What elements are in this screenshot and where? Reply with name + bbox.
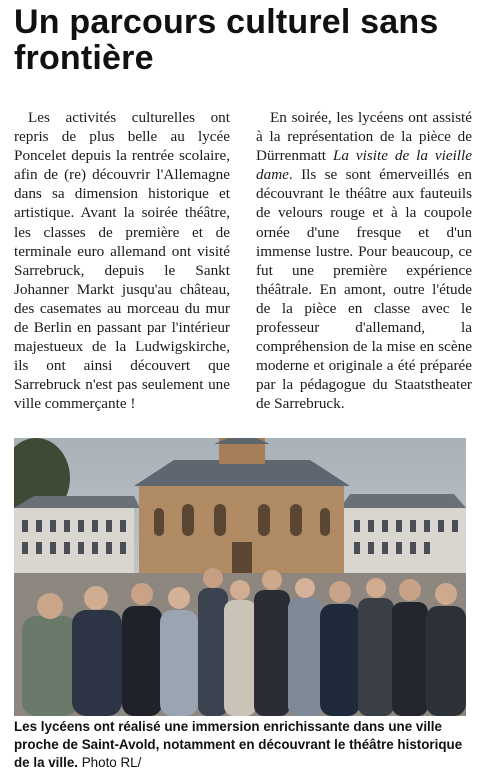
play-title: La visite de la vieille dame (256, 147, 472, 184)
paragraph-2-start: En soirée, les lycéens ont assisté à la représentation de la pièce de Dürrenmatt (256, 109, 472, 165)
headline: Un parcours culturel sans frontière (14, 3, 439, 77)
article-column-1 (14, 108, 230, 414)
photo-credit: Photo RL/ (81, 755, 142, 770)
article-column-2 (256, 108, 472, 414)
photo-illustration (14, 438, 466, 716)
paragraph-2 (256, 108, 472, 414)
paragraph-2-end: . Ils se sont émerveillés en découvrant le théâtre aux fauteuils de velours rouge et à la coupole ornée d'une fresque et d'un immense lustre. Pour beaucoup, ce fut une première expérience théâtrale. En amont, outre l'étude de la pièce en classe avec le professeur d'allemand, la compréhension de la mise en scène moderne et originale a été préparée par la pédagogue du Staatstheater de Sarrebruck. (256, 166, 472, 413)
caption-text: Les lycéens ont réalisé une immersion enrichissante dans une ville proche de Saint-Avold, notamment en découvrant le théâtre historique de la ville. (14, 719, 463, 770)
group-photo (14, 438, 466, 716)
photo-caption (14, 718, 476, 772)
paragraph-1: Les activités culturelles ont repris de plus belle au lycée Poncelet depuis la rentrée scolaire, afin de (re) découvrir l'Allemagne dans sa dimension historique et artistique. Avant la soirée théâtre, les classes de première et de terminale euro allemand ont visité Sarrebruck, depuis le Sankt Johanner Markt jusqu'au château, des casemates au morceau du mur de Berlin en passant par l'intérieur majestueux de la Ludwigskirche, ils ont ainsi découvert que Sarrebruck n'est pas seulement une ville commerçante ! (14, 109, 230, 413)
